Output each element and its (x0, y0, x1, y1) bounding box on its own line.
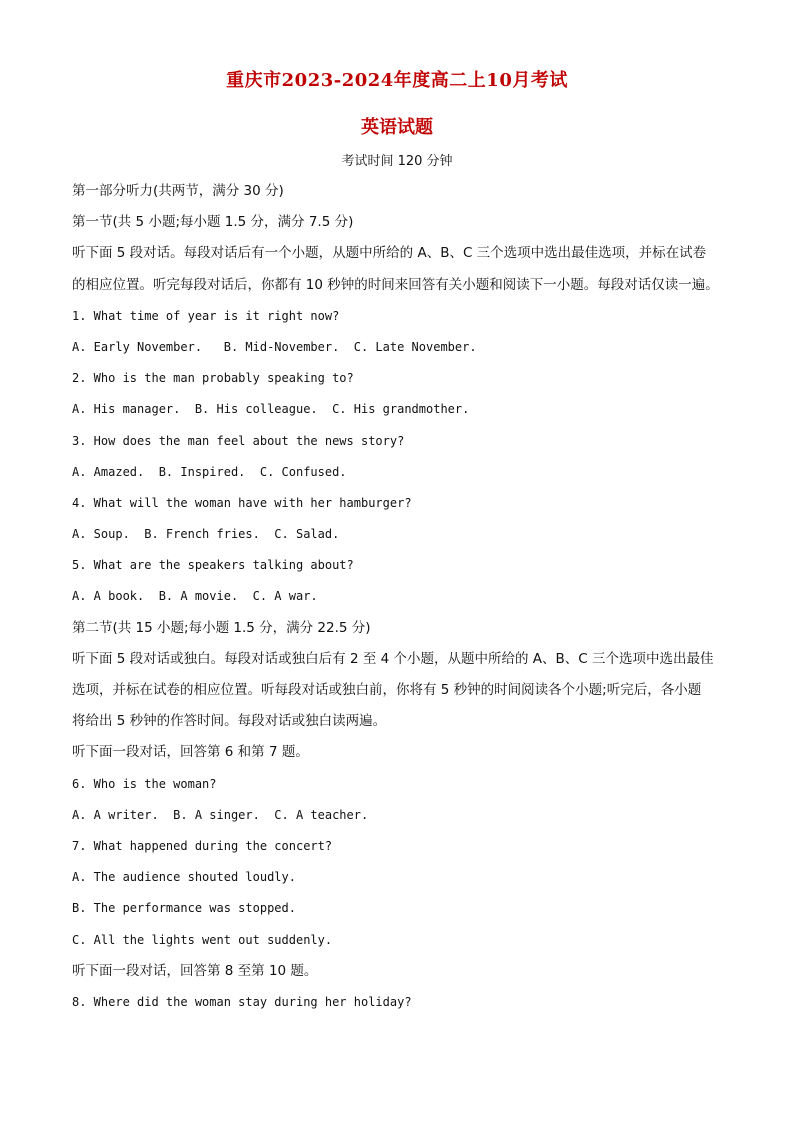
question-text: 3. How does the man feel about the news story? (72, 433, 405, 448)
answer-options: A. A writer. B. A singer. C. A teacher. (72, 807, 369, 822)
instruction-text: 将给出 5 秒钟的作答时间。每段对话或独白读两遍。 (72, 713, 387, 730)
section-heading: 第一节(共 5 小题;每小题 1.5 分，满分 7.5 分) (72, 214, 354, 231)
question-text: 5. What are the speakers talking about? (72, 558, 354, 573)
question-text: 7. What happened during the concert? (72, 838, 333, 853)
instruction-text: 选项，并标在试卷的相应位置。听每段对话或独白前，你将有 5 秒钟的时间阅读各个小题;听完后，各小题 (72, 682, 702, 698)
question-text: 2. Who is the man probably speaking to? (72, 371, 354, 386)
section-heading: 第一部分听力(共两节，满分 30 分) (72, 183, 284, 199)
answer-options: A. Amazed. B. Inspired. C. Confused. (72, 464, 347, 479)
instruction-text: 听下面 5 段对话。每段对话后有一个小题，从题中所给的 A、B、C 三个选项中选出最佳选项，并标在试卷 (72, 245, 707, 262)
dialogue-instruction: 听下面一段对话，回答第 6 和第 7 题。 (72, 744, 309, 761)
answer-options: A. Soup. B. French fries. C. Salad. (72, 527, 340, 542)
answer-option: C. All the lights went out suddenly. (72, 932, 333, 947)
question-text: 6. Who is the woman? (72, 776, 217, 791)
page-title: 重庆市2023-2024年度高二上10月考试 (226, 70, 568, 91)
question-text: 4. What will the woman have with her hamburger? (72, 495, 412, 510)
dialogue-instruction: 听下面一段对话，回答第 8 至第 10 题。 (72, 962, 318, 979)
instruction-text: 的相应位置。听完每段对话后，你都有 10 秒钟的时间来回答有关小题和阅读下一小题。每段对话仅读一遍。 (72, 276, 719, 293)
section-heading: 第二节(共 15 小题;每小题 1.5 分，满分 22.5 分) (72, 619, 371, 636)
question-text: 1. What time of year is it right now? (72, 308, 340, 323)
answer-option: B. The performance was stopped. (72, 901, 296, 916)
answer-options: A. His manager. B. His colleague. C. His grandmother. (72, 402, 470, 417)
exam-body (72, 181, 732, 1023)
question-text: 8. Where did the woman stay during her holiday? (72, 994, 412, 1009)
instruction-text: 听下面 5 段对话或独白。每段对话或独白后有 2 至 4 个小题，从题中所给的 A、B、C 三个选项中选出最佳 (72, 650, 714, 667)
answer-options: A. Early November. B. Mid-November. C. Late November. (72, 339, 477, 354)
exam-duration: 考试时间 120 分钟 (341, 154, 453, 169)
page-subtitle: 英语试题 (361, 117, 433, 138)
answer-option: A. The audience shouted loudly. (72, 870, 296, 885)
answer-options: A. A book. B. A movie. C. A war. (72, 589, 318, 604)
